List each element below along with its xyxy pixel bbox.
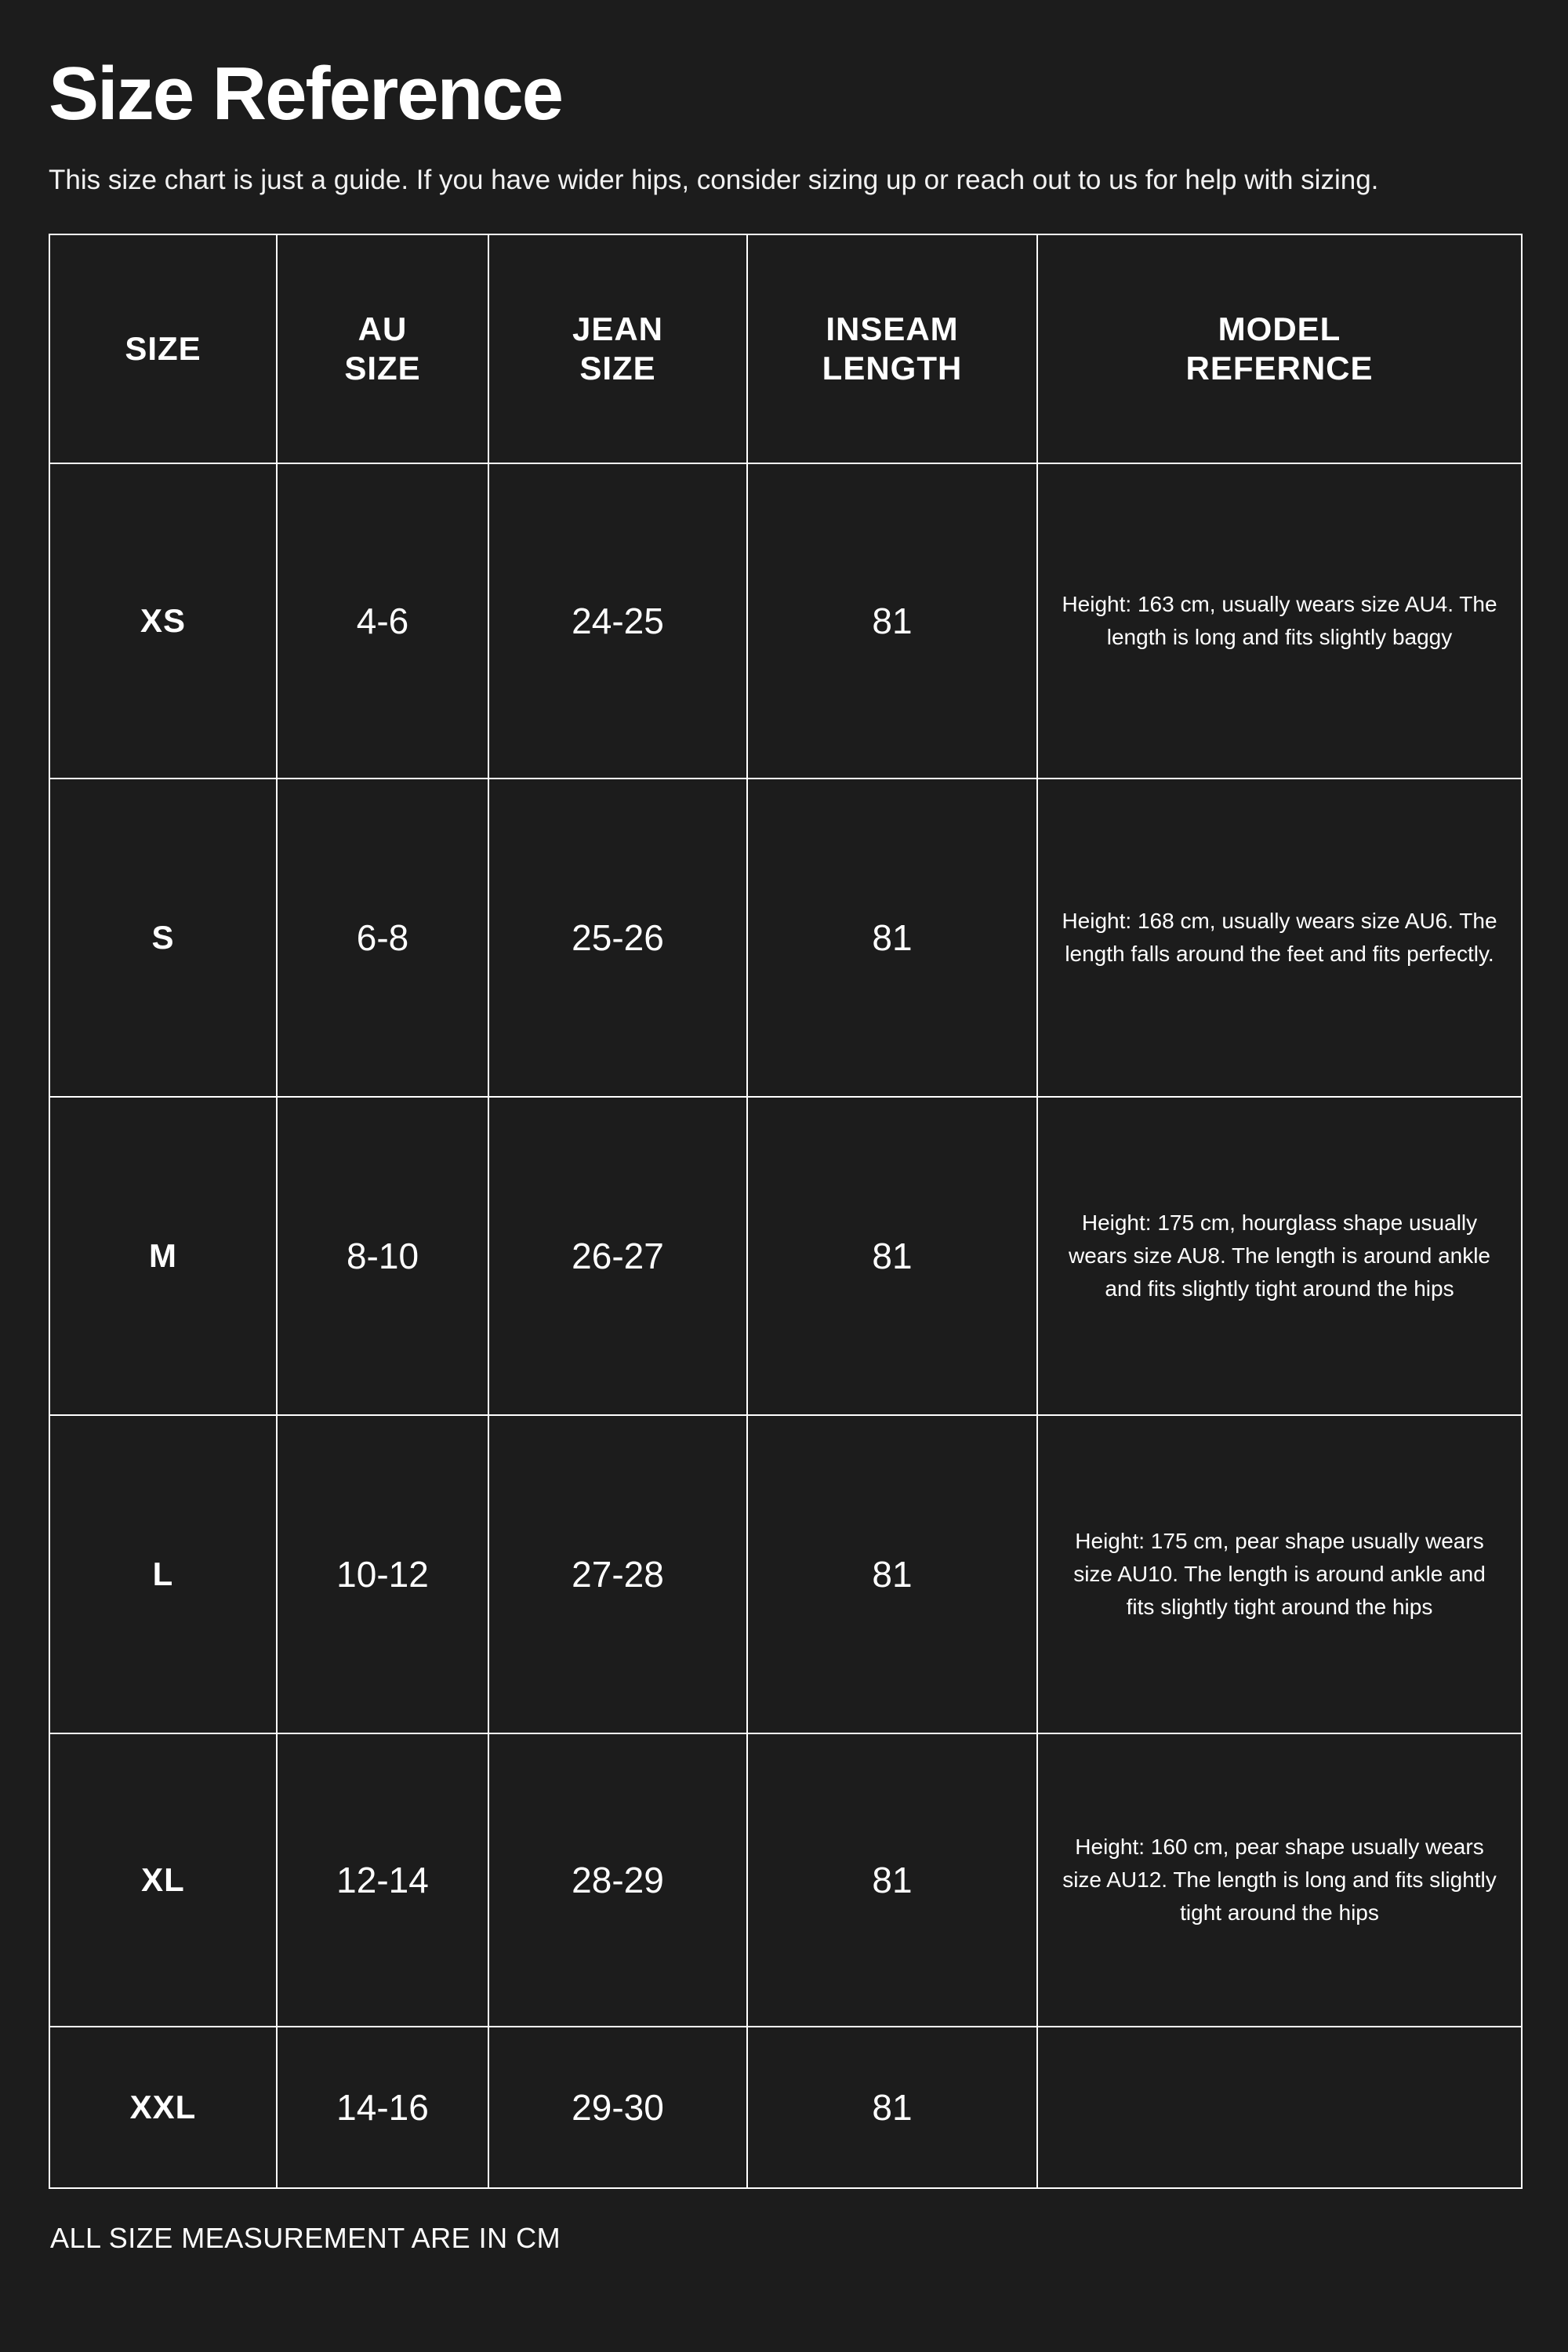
column-header-model-reference — [1037, 234, 1522, 463]
cell-au-size: 6-8 — [277, 779, 488, 1097]
size-chart-table — [49, 234, 1523, 2189]
cell-au-size: 8-10 — [277, 1097, 488, 1415]
page-title: Size Reference — [49, 52, 563, 136]
column-header-au-size — [277, 234, 488, 463]
column-header-au-size-line2: SIZE — [344, 349, 421, 387]
cell-size: M — [49, 1097, 277, 1415]
cell-size: S — [49, 779, 277, 1097]
cell-jean-size: 26-27 — [488, 1097, 747, 1415]
cell-au-size: 4-6 — [277, 463, 488, 779]
table-row — [49, 1097, 1522, 1415]
intro-paragraph: This size chart is just a guide. If you have wider hips, consider sizing up or reach out to us for help with sizing. — [49, 164, 1379, 195]
cell-inseam-length: 81 — [747, 779, 1037, 1097]
column-header-jean-size — [488, 234, 747, 463]
cell-inseam-length: 81 — [747, 1097, 1037, 1415]
cell-inseam-length: 81 — [747, 463, 1037, 779]
column-header-model-line2: REFERNCE — [1185, 349, 1374, 387]
table-row — [49, 1415, 1522, 1733]
table-header-row — [49, 234, 1522, 463]
column-header-jean-size-line1: JEAN — [572, 310, 664, 347]
cell-model-reference — [1037, 2027, 1522, 2188]
column-header-inseam-length — [747, 234, 1037, 463]
cell-inseam-length: 81 — [747, 1415, 1037, 1733]
cell-model-reference: Height: 163 cm, usually wears size AU4. The length is long and fits slightly baggy — [1037, 463, 1522, 779]
column-header-inseam-line1: INSEAM — [826, 310, 959, 347]
cell-jean-size: 25-26 — [488, 779, 747, 1097]
cell-model-reference: Height: 160 cm, pear shape usually wears size AU12. The length is long and fits slightly tight around the hips — [1037, 1733, 1522, 2027]
table-row — [49, 463, 1522, 779]
table-body — [49, 463, 1522, 2188]
cell-size: L — [49, 1415, 277, 1733]
cell-inseam-length: 81 — [747, 1733, 1037, 2027]
column-header-size: SIZE — [49, 234, 277, 463]
table-header — [49, 234, 1522, 463]
column-header-inseam-line2: LENGTH — [822, 349, 963, 387]
cell-size: XXL — [49, 2027, 277, 2188]
cell-au-size: 14-16 — [277, 2027, 488, 2188]
cell-inseam-length: 81 — [747, 2027, 1037, 2188]
cell-jean-size: 28-29 — [488, 1733, 747, 2027]
column-header-model-line1: MODEL — [1218, 310, 1341, 347]
cell-size: XS — [49, 463, 277, 779]
column-header-jean-size-line2: SIZE — [579, 349, 656, 387]
cell-model-reference: Height: 175 cm, pear shape usually wears size AU10. The length is around ankle and fits slightly tight around the hips — [1037, 1415, 1522, 1733]
column-header-au-size-line1: AU — [358, 310, 408, 347]
cell-jean-size: 27-28 — [488, 1415, 747, 1733]
cell-au-size: 12-14 — [277, 1733, 488, 2027]
measurement-units-note: ALL SIZE MEASUREMENT ARE IN CM — [50, 2221, 561, 2254]
cell-jean-size: 24-25 — [488, 463, 747, 779]
cell-model-reference: Height: 168 cm, usually wears size AU6. The length falls around the feet and fits perfectly. — [1037, 779, 1522, 1097]
cell-model-reference: Height: 175 cm, hourglass shape usually wears size AU8. The length is around ankle and fits slightly tight around the hips — [1037, 1097, 1522, 1415]
table-row — [49, 2027, 1522, 2188]
table-row — [49, 1733, 1522, 2027]
cell-size: XL — [49, 1733, 277, 2027]
cell-au-size: 10-12 — [277, 1415, 488, 1733]
table-row — [49, 779, 1522, 1097]
cell-jean-size: 29-30 — [488, 2027, 747, 2188]
